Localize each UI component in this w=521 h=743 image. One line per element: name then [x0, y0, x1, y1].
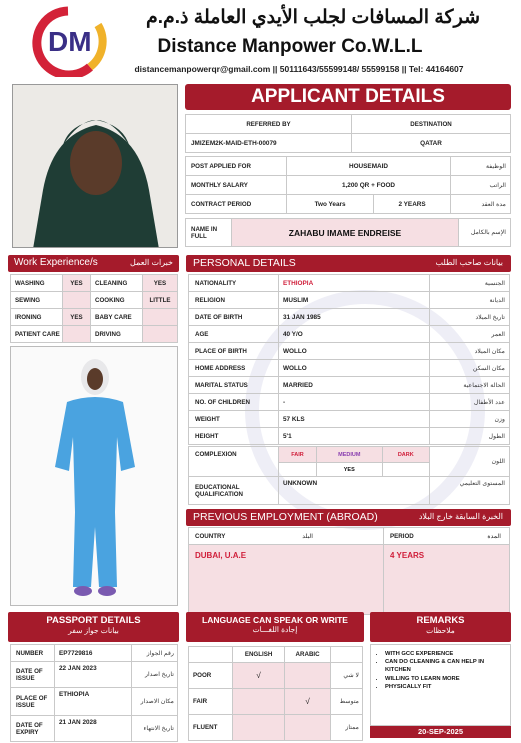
passport-title-ar: بيانات جواز سفر: [68, 626, 119, 635]
personal-ar: مكان الميلاد: [430, 343, 510, 360]
english-mark: [233, 689, 285, 715]
passport-details-header: [8, 612, 179, 642]
period-value: 4 YEARS: [384, 545, 510, 615]
work-table: [10, 274, 178, 343]
passport-title: PASSPORT DETAILS: [46, 615, 141, 626]
contract-label: CONTRACT PERIOD: [186, 195, 287, 214]
passport-table: [10, 644, 178, 742]
complexion-ar: اللون: [430, 447, 510, 477]
remark-item: • CAN DO CLEANING & CAN HELP IN KITCHEN: [385, 658, 510, 674]
name-label: NAME IN FULL: [186, 219, 232, 247]
personal-label: NO. OF CHILDREN: [189, 394, 279, 411]
work-skill: DRIVING: [91, 326, 143, 343]
work-skill-value: [143, 326, 178, 343]
personal-value: 5'1: [279, 428, 430, 445]
company-contact: distancemanpowerqr@gmail.com || 50111643/55599148/ 55599158 || Tel: 44164607: [134, 64, 464, 74]
personal-ar: عدد الأطفال: [430, 394, 510, 411]
personal-ar: مكان السكن: [430, 360, 510, 377]
period-ar: المدة: [487, 532, 501, 540]
personal-label: HOME ADDRESS: [189, 360, 279, 377]
complexion-table: [188, 446, 510, 505]
language-level: POOR: [189, 663, 233, 689]
work-skill-value: LITTLE: [143, 292, 178, 309]
english-header: ENGLISH: [233, 647, 285, 663]
personal-value: WOLLO: [279, 360, 430, 377]
post-table: [185, 156, 511, 214]
remarks-title-ar: ملاحظات: [426, 626, 455, 635]
remark-item: • WITH GCC EXPERIENCE: [385, 650, 510, 658]
personal-label: WEIGHT: [189, 411, 279, 428]
work-title-ar: خبرات العمل: [130, 258, 173, 267]
referred-by-value: JMIZEM2K-MAID-ETH-00079: [186, 134, 352, 153]
previous-employment-header: [186, 509, 511, 526]
remark-item: • PHYSICALLY FIT: [385, 683, 510, 691]
work-skill-value: [63, 326, 91, 343]
personal-title-ar: بيانات صاحب الطلب: [435, 258, 503, 267]
passport-ar: مكان الاصدار: [132, 688, 178, 716]
company-arabic-name: شركة المسافات لجلب الأيدي العاملة ذ.م.م: [145, 7, 480, 28]
personal-value: -: [279, 394, 430, 411]
personal-label: HEIGHT: [189, 428, 279, 445]
name-ar: الإسم بالكامل: [459, 219, 511, 247]
personal-label: NATIONALITY: [189, 275, 279, 292]
salary-label: MONTHLY SALARY: [186, 176, 287, 195]
passport-ar: رقم الجواز: [132, 645, 178, 662]
english-mark: [233, 715, 285, 741]
personal-ar: وزن: [430, 411, 510, 428]
work-skill: IRONING: [11, 309, 63, 326]
remarks-box: [370, 644, 511, 726]
logo-text: DM: [48, 26, 92, 57]
language-title-ar: إجادة اللغـــات: [252, 625, 298, 634]
passport-ar: تاريخ الانتهاء: [132, 716, 178, 742]
arabic-mark: [285, 715, 331, 741]
remarks-header: [370, 612, 511, 642]
period-header: [384, 528, 510, 545]
passport-label: PLACE OF ISSUE: [11, 688, 55, 716]
previous-table: [188, 527, 510, 615]
personal-label: MARITAL STATUS: [189, 377, 279, 394]
work-skill-value: YES: [63, 309, 91, 326]
passport-value: 21 JAN 2028: [55, 716, 132, 742]
personal-details-header: [186, 255, 511, 272]
work-skill-value: YES: [143, 275, 178, 292]
work-skill-value: YES: [63, 275, 91, 292]
language-header: [186, 612, 364, 642]
work-skill: BABY CARE: [91, 309, 143, 326]
salary-value: 1,200 QR + FOOD: [287, 176, 451, 195]
previous-title-ar: الخبرة السابقة خارج البلاد: [418, 512, 503, 521]
applicant-photo: [12, 84, 178, 248]
passport-value: 22 JAN 2023: [55, 662, 132, 688]
post-value: HOUSEMAID: [287, 157, 451, 176]
education-ar: المستوى التعليمي: [430, 477, 510, 505]
passport-label: DATE OF ISSUE: [11, 662, 55, 688]
personal-ar: الطول: [430, 428, 510, 445]
language-level: FAIR: [189, 689, 233, 715]
referred-by-label: REFERRED BY: [186, 115, 352, 134]
post-ar: الوظيفة: [451, 157, 511, 176]
country-label: COUNTRY: [195, 532, 226, 540]
work-skill: PATIENT CARE: [11, 326, 63, 343]
passport-value: ETHIOPIA: [55, 688, 132, 716]
work-title: Work Experience/s: [14, 257, 98, 268]
personal-label: RELIGION: [189, 292, 279, 309]
arabic-header: ARABIC: [285, 647, 331, 663]
complexion-option: FAIR: [279, 447, 317, 463]
work-skill-value: [143, 309, 178, 326]
work-skill-value: [63, 292, 91, 309]
arabic-mark: [285, 663, 331, 689]
personal-ar: الجنسية: [430, 275, 510, 292]
personal-value: WOLLO: [279, 343, 430, 360]
remarks-title: REMARKS: [416, 615, 465, 626]
language-title: LANGUAGE CAN SPEAK OR WRITE: [202, 615, 348, 625]
country-value: DUBAI, U.A.E: [189, 545, 384, 615]
personal-label: PLACE OF BIRTH: [189, 343, 279, 360]
personal-value: ETHIOPIA: [279, 275, 430, 292]
complexion-mark: YES: [317, 463, 383, 477]
personal-value: 57 KLS: [279, 411, 430, 428]
personal-ar: الديانة: [430, 292, 510, 309]
language-level-ar: متوسط: [331, 689, 363, 715]
personal-value: 40 Y/O: [279, 326, 430, 343]
language-level: FLUENT: [189, 715, 233, 741]
name-table: [185, 218, 511, 247]
contract-ar: مدة العقد: [451, 195, 511, 214]
complexion-label: COMPLEXION: [189, 447, 279, 477]
language-level-ar: لا شي: [331, 663, 363, 689]
complexion-option: MEDIUM: [317, 447, 383, 463]
personal-ar: تاريخ الميلاد: [430, 309, 510, 326]
language-level-ar: ممتاز: [331, 715, 363, 741]
period-label: PERIOD: [390, 532, 414, 540]
contract-value-2: 2 YEARS: [374, 195, 451, 214]
passport-value: EP7729816: [55, 645, 132, 662]
personal-label: DATE OF BIRTH: [189, 309, 279, 326]
country-header: [189, 528, 384, 545]
full-body-photo: [10, 346, 178, 606]
english-mark: √: [233, 663, 285, 689]
remarks-date: 20-SEP-2025: [370, 726, 511, 738]
destination-label: DESTINATION: [352, 115, 511, 134]
personal-value: 31 JAN 1985: [279, 309, 430, 326]
post-label: POST APPLIED FOR: [186, 157, 287, 176]
passport-label: NUMBER: [11, 645, 55, 662]
passport-ar: تاريخ اصدار: [132, 662, 178, 688]
destination-value: QATAR: [352, 134, 511, 153]
personal-title: PERSONAL DETAILS: [193, 257, 296, 269]
application-table: [185, 114, 511, 153]
work-skill: COOKING: [91, 292, 143, 309]
personal-label: AGE: [189, 326, 279, 343]
complexion-option: DARK: [382, 447, 429, 463]
education-value: UNKNOWN: [279, 477, 430, 505]
personal-ar: الحالة الاجتماعية: [430, 377, 510, 394]
page-title: APPLICANT DETAILS: [185, 84, 511, 110]
personal-table: [188, 274, 510, 445]
personal-ar: العمر: [430, 326, 510, 343]
country-ar: البلد: [302, 532, 313, 540]
previous-title: PREVIOUS EMPLOYMENT (ABROAD): [193, 511, 378, 523]
passport-label: DATE OF EXPIRY: [11, 716, 55, 742]
salary-ar: الراتب: [451, 176, 511, 195]
education-label: EDUCATIONAL QUALIFICATION: [189, 477, 279, 505]
contract-value: Two Years: [287, 195, 374, 214]
language-table: [188, 646, 363, 741]
work-skill: SEWING: [11, 292, 63, 309]
work-skill: WASHING: [11, 275, 63, 292]
personal-value: MUSLIM: [279, 292, 430, 309]
name-value: ZAHABU IMAME ENDREISE: [232, 219, 459, 247]
remark-item: • WILLING TO LEARN MORE: [385, 675, 510, 683]
company-name: Distance Manpower Co.W.L.L: [157, 36, 423, 57]
personal-value: MARRIED: [279, 377, 430, 394]
arabic-mark: √: [285, 689, 331, 715]
work-experience-header: [8, 255, 179, 272]
work-skill: CLEANING: [91, 275, 143, 292]
